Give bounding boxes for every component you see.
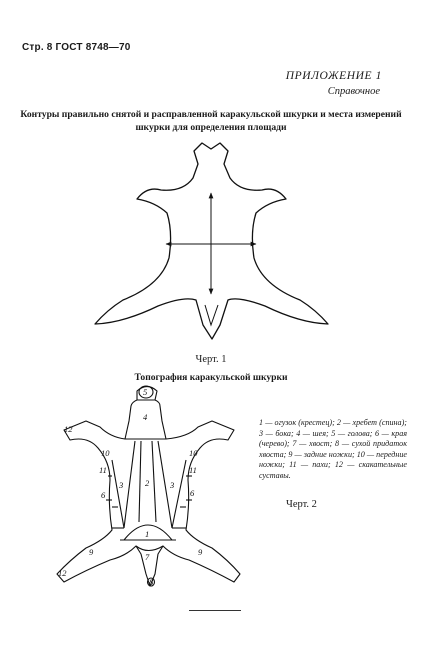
region-11-right: 11	[189, 465, 197, 475]
figure2-caption: Черт. 2	[286, 499, 317, 510]
region-12-front: 12	[64, 424, 73, 434]
region-8: 8	[149, 577, 154, 587]
region-1: 1	[145, 529, 150, 539]
region-12-back: 12	[58, 568, 67, 578]
figure2-title: Топография каракульской шкурки	[134, 372, 288, 383]
region-6-right: 6	[190, 488, 195, 498]
region-9-right: 9	[198, 547, 203, 557]
region-7: 7	[145, 552, 150, 562]
footer-rule	[189, 610, 241, 611]
region-11-left: 11	[99, 465, 107, 475]
region-2: 2	[145, 478, 150, 488]
region-4: 4	[143, 412, 148, 422]
region-5: 5	[143, 387, 148, 397]
tail-line-1	[205, 305, 218, 325]
appendix-title: ПРИЛОЖЕНИЕ 1	[285, 70, 382, 82]
region-10-left: 10	[101, 448, 110, 458]
figure1-title: Контуры правильно снятой и расправленной каракульской шкурки и места измерений шкурки для определения площади	[20, 109, 402, 133]
page-header: Стр. 8 ГОСТ 8748—70	[22, 42, 131, 53]
region-6-left: 6	[101, 490, 106, 500]
region-10-right: 10	[189, 448, 198, 458]
figure1-caption: Черт. 1	[195, 354, 227, 365]
region-3-left: 3	[119, 480, 124, 490]
region-3-right: 3	[170, 480, 175, 490]
appendix-subtitle: Справочное	[327, 86, 380, 97]
region-9-left: 9	[89, 547, 94, 557]
figure2-legend: 1 — огузок (крестец); 2 — хребет (спина); 3 — бока; 4 — шея; 5 — голова; 6 — края (черево); 7 — хвост; 8 — сухой придаток хвоста; 9 — задние ножки; 10 — передние ножки; 11 — пахи; 12 — скакательные суставы.	[259, 418, 407, 480]
